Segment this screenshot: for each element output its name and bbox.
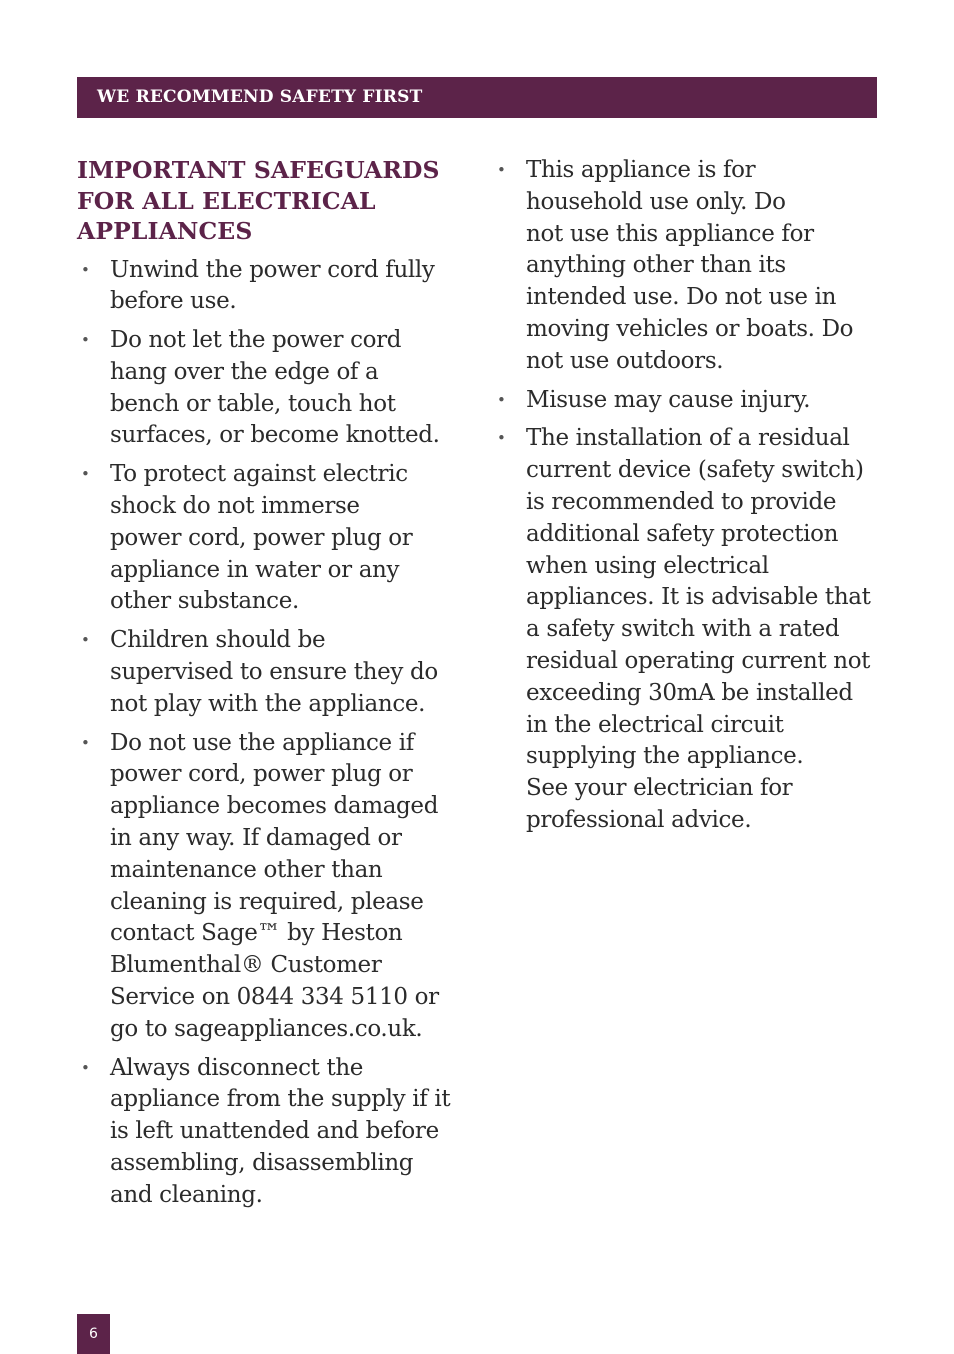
bullet-icon: • — [81, 1058, 90, 1077]
bullet-icon: • — [81, 631, 90, 650]
safeguards-heading: IMPORTANT SAFEGUARDS FOR ALL ELECTRICAL APPLIANCES — [77, 156, 440, 245]
list-item-text: The installation of a residual current device (safety switch) is recommended to provide additional safety protection when using electrical appliances. It is advisable that a safety switch with a rated residual operating current not exceeding 30mA be installed in the electrical circuit supplying the appliance. See your electrician for professional advice. — [526, 425, 871, 833]
left-column — [77, 155, 462, 1219]
bullet-icon: • — [81, 331, 90, 350]
list-item — [77, 459, 462, 618]
list-item-text: Do not use the appliance if power cord, power plug or appliance becomes damaged in any way. If damaged or maintenance other than cleaning is required, please contact Sage™ by Heston Blumenthal® Customer Service on 0844 334 5110 or go to sageappliances.co.uk. — [110, 729, 439, 1042]
list-item-text: Children should be supervised to ensure they do not play with the appliance. — [110, 627, 438, 717]
safeguards-list-right — [493, 155, 883, 837]
bullet-icon: • — [81, 260, 90, 279]
list-item — [77, 625, 462, 720]
section-header-bar — [77, 77, 877, 118]
list-item — [493, 155, 883, 378]
list-item — [493, 423, 883, 836]
list-item — [77, 325, 462, 452]
list-item — [493, 385, 883, 417]
list-item-text: Unwind the power cord fully before use. — [110, 256, 435, 315]
bullet-icon: • — [497, 429, 506, 448]
list-item — [77, 728, 462, 1046]
safeguards-list-left — [77, 255, 462, 1212]
bullet-icon: • — [497, 161, 506, 179]
list-item-text: Always disconnect the appliance from the supply if it is left unattended and before assembling, disassembling and cleaning. — [110, 1054, 451, 1208]
page-number: 6 — [89, 1326, 98, 1342]
section-header-title: WE RECOMMEND SAFETY FIRST — [97, 87, 423, 107]
list-item-text: To protect against electric shock do not immerse power cord, power plug or appliance in water or any other substance. — [110, 461, 413, 615]
list-item-text: This appliance is for household use only. Do not use this appliance for anything other than its intended use. Do not use in moving vehicles or boats. Do not use outdoors. — [526, 157, 854, 374]
bullet-icon: • — [81, 465, 90, 484]
list-item-text: Misuse may cause injury. — [526, 386, 811, 413]
list-item — [77, 255, 462, 319]
list-item-text: Do not let the power cord hang over the edge of a bench or table, touch hot surfaces, or become knotted. — [110, 327, 440, 449]
page-number-badge — [77, 1314, 110, 1354]
bullet-icon: • — [497, 390, 506, 409]
bullet-icon: • — [81, 733, 90, 752]
list-item — [77, 1053, 462, 1212]
right-column — [493, 155, 883, 844]
